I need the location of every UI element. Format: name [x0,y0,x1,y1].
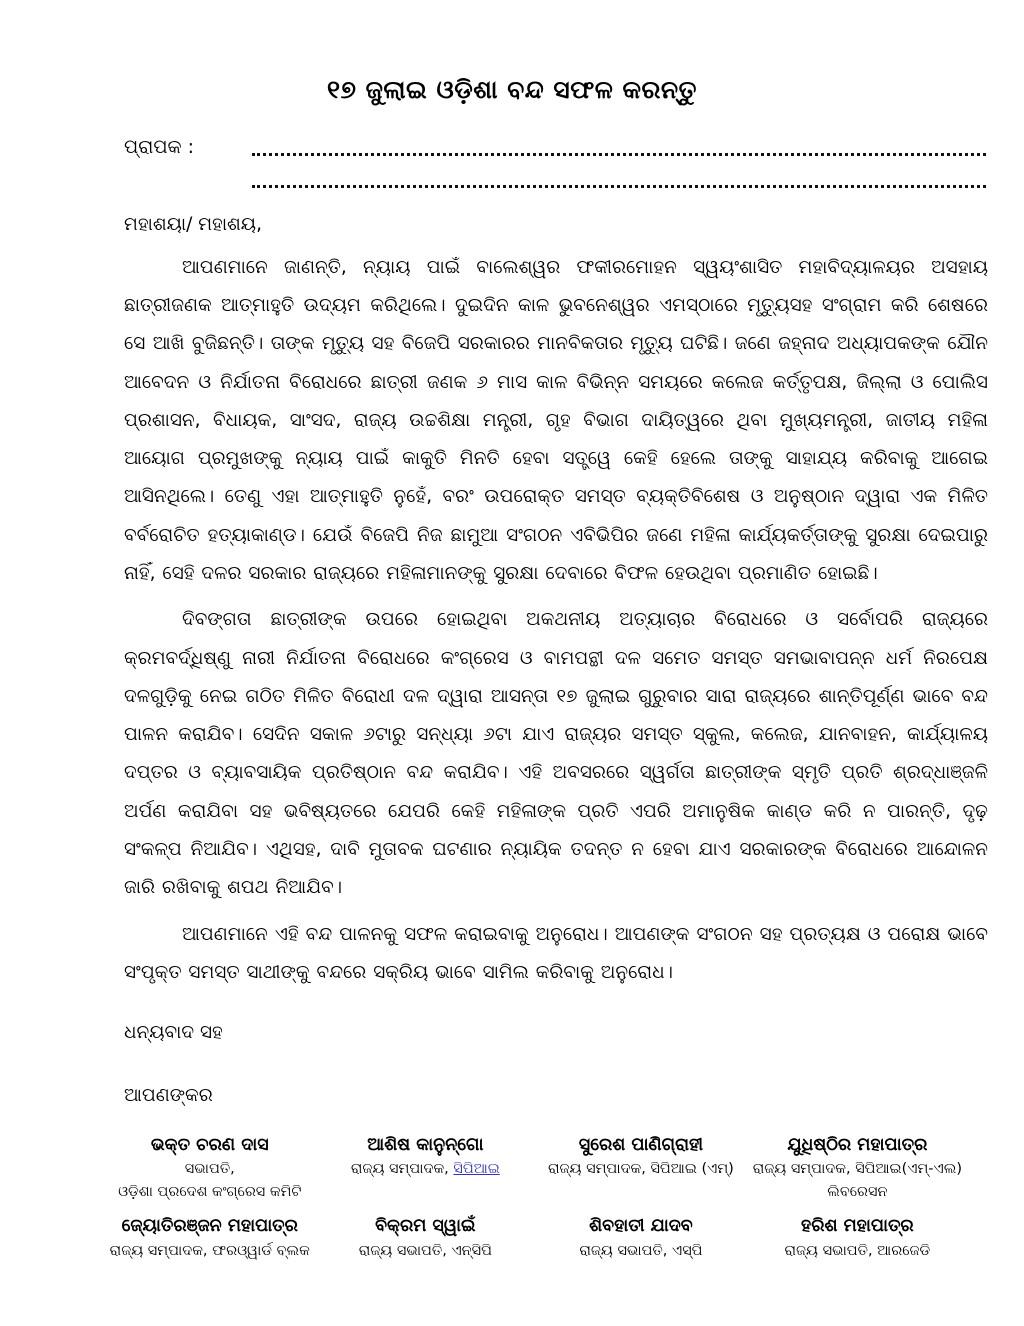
body-paragraph-3: ଆପଣମାନେ ଏହି ବନ୍ଦ ପାଳନକୁ ସଫଳ କରାଇବାକୁ ଅନୁରୋଧ। ଆପଣଙ୍କ ସଂଗଠନ ସହ ପ୍ରତ୍ୟକ୍ଷ ଓ ପରୋକ୍ଷ ଭାବେ ସଂପୃକ୍ତ ସମସ୍ତ ସାଥୀଙ୍କୁ ବନ୍ଦରେ ସକ୍ରିୟ ଭାବେ ସାମିଲ କରିବାକୁ ଅନୁରୋଧ। [124,923,988,983]
page-title: ୧୭ ଜୁଲାଇ ଓଡ଼ିଶା ବନ୍ଦ ସଫଳ କରନ୍ତୁ [327,75,697,104]
signatory-role: ରାଜ୍ୟ ସଭାପତି, ଆରଜେଡି [784,1242,931,1259]
letter-body [0,214,1024,1106]
signatory-name: ଭକ୍ତ ଚରଣ ଦାସ [150,1135,269,1156]
signatory-role: ସଭାପତି, [184,1161,235,1178]
recipient-line-1[interactable] [252,152,986,156]
signatory-name: ବିକ୍ରମ ସ୍ୱାଇଁ [375,1216,476,1237]
signatory-affiliation: ଲିବରେସନ [827,1183,888,1200]
signatory-name: ହରିଶ ମହାପାତ୍ର [801,1216,914,1237]
signatory-cell [104,1132,316,1203]
cpi-party-link[interactable]: ସିପିଆଇ [453,1161,500,1178]
signatory-cell [751,1213,964,1262]
signatory-role: ରାଜ୍ୟ ସଭାପତି, ଏସ୍‌ପି [579,1242,703,1259]
signatory-name: ସୁରେଶ ପାଣିଗ୍ରାହୀ [578,1135,704,1156]
body-paragraph-1: ଆପଣମାନେ ଜାଣନ୍ତି, ନ୍ୟାୟ ପାଇଁ ବାଲେଶ୍ୱର ଫକୀରମୋହନ ସ୍ୱୟଂଶାସିତ ମହାବିଦ୍ୟାଳୟର ଅସହାୟ ଛାତ୍ରୀଜଣକ ଆତ୍ମାହୁତି ଉଦ୍ୟମ କରିଥିଲେ। ଦୁଇଦିନ କାଳ ଭୁବନେଶ୍ୱର ଏମସ୍‌ଠାରେ ମୃତ୍ୟୁସହ ସଂଗ୍ରାମ କରି ଶେଷରେ ସେ ଆଖି ବୁଜିଛନ୍ତି। ତାଙ୍କ ମୃତ୍ୟୁ ସହ ବିଜେପି ସରକାରର ମାନବିକତାର ମୃତ୍ୟୁ ଘଟିଛି। ଜଣେ ଜହ୍ନାଦ ଅଧ୍ୟାପକଙ୍କ ଯୌନ ଆବେଦନ ଓ ନିର୍ଯାତନା ବିରୋଧରେ ଛାତ୍ରୀ ଜଣକ ୬ ମାସ କାଳ ବିଭିନ୍ନ ସମୟରେ କଲେଜ କର୍ତ୍ତୃପକ୍ଷ, ଜିଲ୍ଲା ଓ ପୋଲିସ ପ୍ରଶାସନ, ବିଧାୟକ, ସାଂସଦ, ରାଜ୍ୟ ଉଚ୍ଚଶିକ୍ଷା ମନ୍ତ୍ରୀ, ଗୃହ ବିଭାଗ ଦାୟିତ୍ୱରେ ଥିବା ମୁଖ୍ୟମନ୍ତ୍ରୀ, ଜାତୀୟ ମହିଳା ଆୟୋଗ ପ୍ରମୁଖଙ୍କୁ ନ୍ୟାୟ ପାଇଁ କାକୁତି ମିନତି ହେବା ସତ୍ତ୍ୱେ କେହି ହେଲେ ତାଙ୍କୁ ସାହାଯ୍ୟ କରିବାକୁ ଆଗେଇ ଆସିନଥିଲେ। ତେଣୁ ଏହା ଆତ୍ମାହୁତି ନୁହେଁ, ବରଂ ଉପରୋକ୍ତ ସମସ୍ତ ବ୍ୟକ୍ତିବିଶେଷ ଓ ଅନୁଷ୍ଠାନ ଦ୍ୱାରା ଏକ ମିଳିତ ବର୍ବରୋଚିତ ହତ୍ୟାକାଣ୍ଡ। ଯେଉଁ ବିଜେପି ନିଜ ଛାମୁଆ ସଂଗଠନ ଏବିଭିପିର ଜଣେ ମହିଳା କାର୍ଯ୍ୟକର୍ତ୍ତାଙ୍କୁ ସୁରକ୍ଷା ଦେଇପାରୁ ନାହିଁ, ସେହି ଦଳର ସରକାର ରାଜ୍ୟରେ ମହିଳାମାନଙ୍କୁ ସୁରକ୍ଷା ଦେବାରେ ବିଫଳ ହେଉଥିବା ପ୍ରମାଣିତ ହୋଇଛି। [124,256,988,584]
signatory-role-prefix: ରାଜ୍ୟ ସମ୍ପାଦକ, [350,1161,454,1178]
signatory-affiliation: ଓଡ଼ିଶା ପ୍ରଦେଶ କଂଗ୍ରେସ କମିଟି [118,1183,302,1200]
signatory-cell [320,1132,532,1203]
signatory-name: ଆଶିଷ କାନୁନ୍‌ଗୋ [367,1135,484,1156]
signatory-role: ରାଜ୍ୟ ସଭାପତି, ଏନ୍‌ସିପି [358,1242,492,1259]
closing-yours: ଆପଣଙ୍କର [124,1085,213,1107]
recipient-block [0,133,1024,188]
signatory-role: ରାଜ୍ୟ ସମ୍ପାଦକ, ଫରଓ୍ୱାର୍ଡ ବ୍ଲକ [109,1242,310,1259]
recipient-row [124,133,986,162]
recipient-line-2[interactable] [252,184,986,188]
signatory-cell [751,1132,964,1203]
body-paragraph-2: ଦିବଙ୍ଗତା ଛାତ୍ରୀଙ୍କ ଉପରେ ହୋଇଥିବା ଅକଥନୀୟ ଅତ୍ୟାଚାର ବିରୋଧରେ ଓ ସର୍ବୋପରି ରାଜ୍ୟରେ କ୍ରମବର୍ଦ୍ଧିଷ୍ଣୁ ନାରୀ ନିର୍ଯାତନା ବିରୋଧରେ କଂଗ୍ରେସ ଓ ବାମପନ୍ଥୀ ଦଳ ସମେତ ସମସ୍ତ ସମଭାବାପନ୍ନ ଧର୍ମ ନିରପେକ୍ଷ ଦଳଗୁଡ଼ିକୁ ନେଇ ଗଠିତ ମିଳିତ ବିରୋଧୀ ଦଳ ଦ୍ୱାରା ଆସନ୍ତା ୧୭ ଜୁଲାଇ ଗୁରୁବାର ସାରା ରାଜ୍ୟରେ ଶାନ୍ତିପୂର୍ଣ୍ଣ ଭାବେ ବନ୍ଦ ପାଳନ କରାଯିବ। ସେଦିନ ସକାଳ ୬ଟାରୁ ସନ୍ଧ୍ୟା ୬ଟା ଯାଏ ରାଜ୍ୟର ସମସ୍ତ ସ୍କୁଲ, କଲେଜ, ଯାନବାହନ, କାର୍ଯ୍ୟାଳୟ ଦପ୍ତର ଓ ବ୍ୟାବସାୟିକ ପ୍ରତିଷ୍ଠାନ ବନ୍ଦ କରାଯିବ। ଏହି ଅବସରରେ ସ୍ୱର୍ଗତା ଛାତ୍ରୀଙ୍କ ସ୍ମୃତି ପ୍ରତି ଶ୍ରଦ୍ଧାଞ୍ଜଳି ଅର୍ପଣ କରାଯିବା ସହ ଭବିଷ୍ୟତରେ ଯେପରି କେହି ମହିଳାଙ୍କ ପ୍ରତି ଏପରି ଅମାନୁଷିକ କାଣ୍ଡ କରି ନ ପାରନ୍ତି, ଦୃଢ଼ ସଂକଳ୍ପ ନିଆଯିବ। ଏଥିସହ, ଦାବି ମୁତାବକ ଘଟଣାର ନ୍ୟାୟିକ ତଦନ୍ତ ନ ହେବା ଯାଏ ସରକାରଙ୍କ ବିରୋଧରେ ଆନ୍ଦୋଳନ ଜାରି ରଖିବାକୁ ଶପଥ ନିଆଯିବ। [124,609,988,899]
signatory-name: ଜ୍ୟୋତିରଞ୍ଜନ ମହାପାତ୍ର [121,1216,298,1237]
recipient-label: ପ୍ରାପକ : [124,136,195,159]
closing-thanks: ଧନ୍ୟବାଦ ସହ [124,1022,223,1044]
signatory-grid [0,1132,1024,1262]
signatory-role [322,1158,530,1180]
salutation: ମହାଶୟା/ ମହାଶୟ, [124,213,262,235]
signatory-name: ଯୁଧିଷ୍ଠିର ମହାପାତ୍ର [787,1135,928,1156]
signatory-cell [535,1213,747,1262]
signatory-cell [535,1132,747,1203]
signatory-role: ରାଜ୍ୟ ସମ୍ପାଦକ, ସିପିଆଇ(ଏମ୍‌-ଏଲ) [752,1161,962,1178]
signatory-cell [320,1213,532,1262]
signatory-role: ରାଜ୍ୟ ସମ୍ପାଦକ, ସିପିଆଇ (ଏମ୍‌) [548,1161,734,1178]
signatory-name: ଶିବହାତୀ ଯାଦବ [589,1216,693,1237]
signatory-cell [104,1213,316,1262]
